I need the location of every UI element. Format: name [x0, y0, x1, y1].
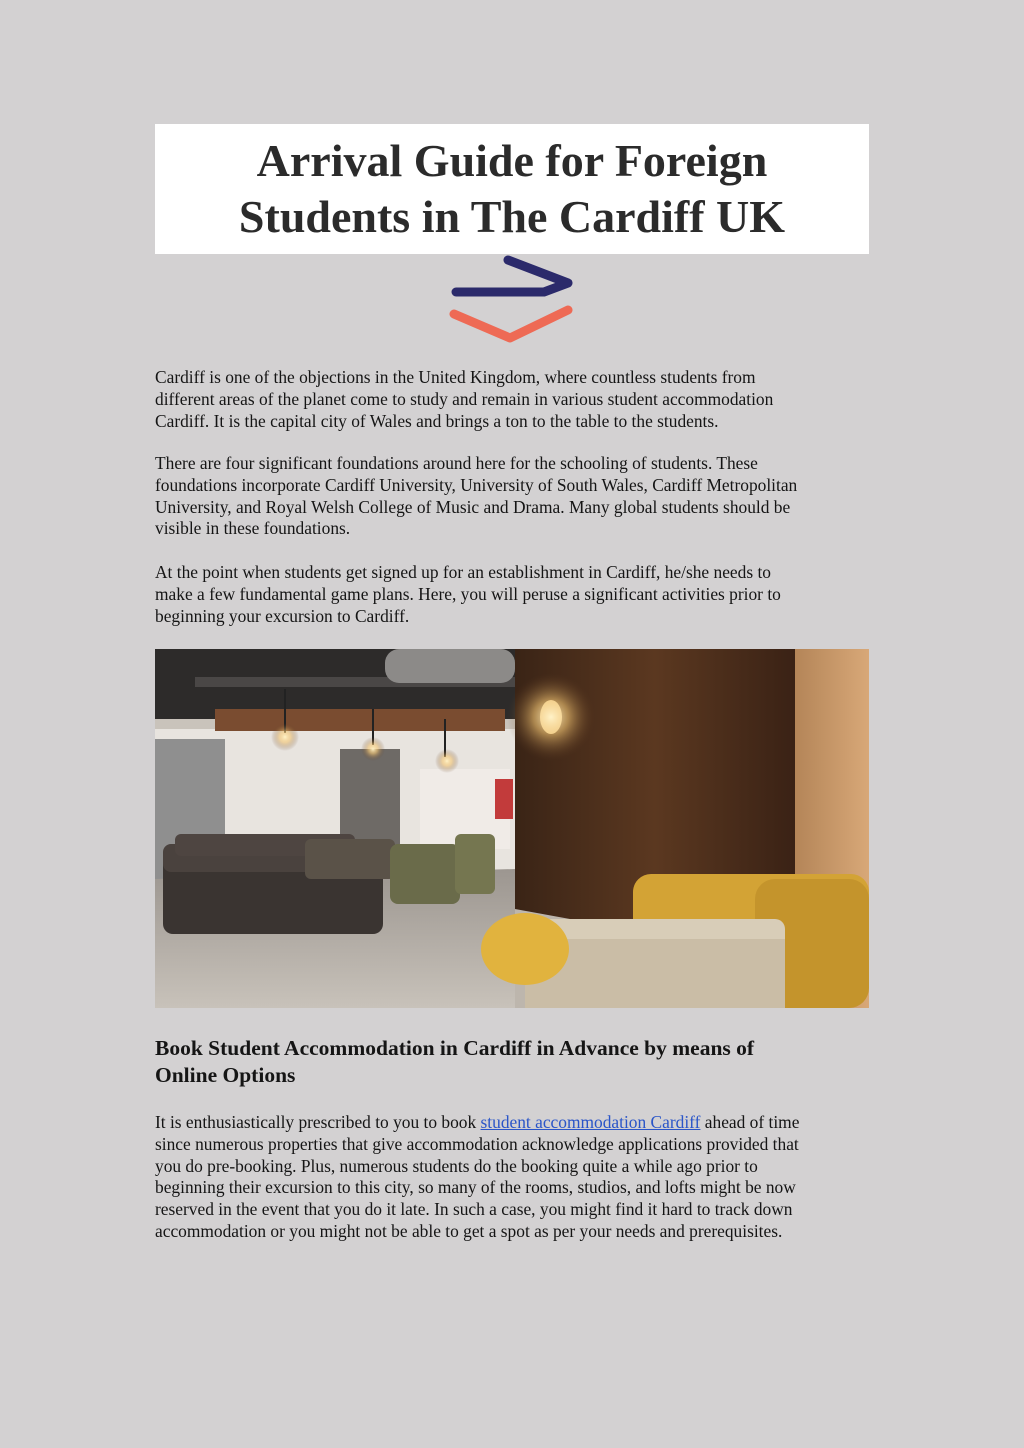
paragraph-booking — [155, 1112, 869, 1243]
title-line-1: Arrival Guide for Foreign — [256, 135, 768, 186]
double-chevron-logo-icon — [444, 252, 576, 348]
paragraph-text: ahead of time — [700, 1112, 800, 1132]
paragraph-line: visible in these foundations. — [155, 518, 351, 539]
paragraph-line: At the point when students get signed up for an establishment in Cardiff, he/she needs to — [155, 562, 771, 582]
title-banner — [155, 124, 869, 254]
paragraph-line: reserved in the event that you do it late. In such a case, you might find it hard to track down — [155, 1199, 793, 1220]
paragraph-line: Cardiff. It is the capital city of Wales and brings a ton to the table to the students. — [155, 410, 719, 431]
title-line-2: Students in The Cardiff UK — [238, 191, 786, 242]
section-heading — [155, 1035, 869, 1089]
paragraph-plans — [155, 562, 869, 627]
paragraph-line: There are four significant foundations around here for the schooling of students. These — [155, 453, 758, 473]
paragraph-foundations — [155, 453, 869, 540]
paragraph-line: since numerous properties that give accommodation acknowledge applications provided that — [155, 1133, 799, 1154]
paragraph-line: make a few fundamental game plans. Here, you will peruse a significant activities prior to — [155, 583, 781, 604]
paragraph-line: foundations incorporate Cardiff University, University of South Wales, Cardiff Metropolitan — [155, 474, 798, 495]
paragraph-line: University, and Royal Welsh College of Music and Drama. Many global students should be — [155, 496, 791, 517]
paragraph-line: accommodation or you might not be able to get a spot as per your needs and prerequisites. — [155, 1220, 783, 1241]
paragraph-text: It is enthusiastically prescribed to you to book — [155, 1112, 481, 1132]
paragraph-line: Cardiff is one of the objections in the United Kingdom, where countless students from — [155, 367, 756, 387]
paragraph-intro — [155, 367, 869, 432]
student-lounge-photo — [155, 649, 869, 1008]
section-heading-line-1: Book Student Accommodation in Cardiff in Advance by means of — [155, 1036, 755, 1060]
section-heading-line-2: Online Options — [155, 1063, 296, 1087]
logo-chevron-top — [456, 260, 568, 292]
paragraph-line: different areas of the planet come to study and remain in various student accommodation — [155, 388, 774, 409]
paragraph-line: beginning their excursion to this city, so many of the rooms, studios, and lofts might be now — [155, 1177, 796, 1198]
student-accommodation-link[interactable]: student accommodation Cardiff — [480, 1112, 701, 1132]
logo-chevron-bottom — [454, 310, 568, 338]
paragraph-line: beginning your excursion to Cardiff. — [155, 605, 410, 626]
paragraph-line: you do pre-booking. Plus, numerous students do the booking quite a while ago prior to — [155, 1155, 758, 1176]
paragraph-line — [155, 1112, 869, 1134]
